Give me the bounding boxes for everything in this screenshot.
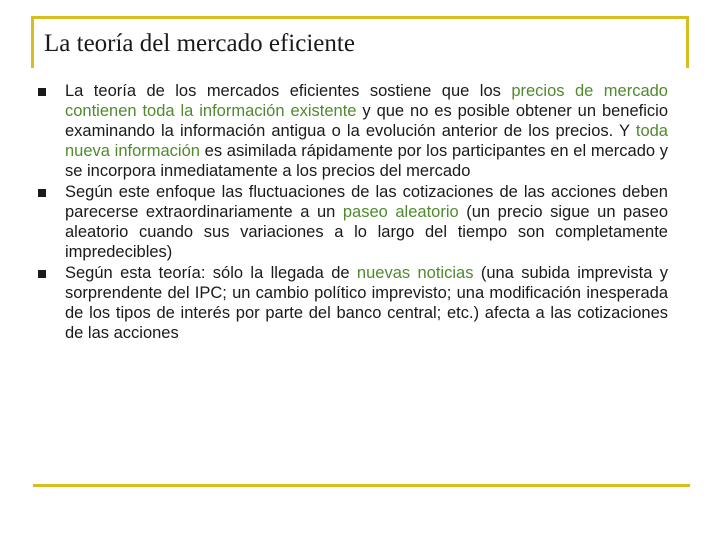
title-frame-left — [31, 16, 34, 68]
bullet-item-1 — [38, 81, 668, 181]
bullet-text: es asimilada rápidamente por los participantes en el mercado y se incorpora inmediatamente a los precios del mercado — [65, 142, 669, 180]
highlight-text: nuevas noticias — [356, 264, 474, 282]
bullet-text: (un precio sigue un paseo aleatorio cuando sus variaciones a lo largo del tiempo son completamente impredecibles) — [65, 203, 669, 261]
bullet-text: Según esta teoría: sólo la llegada de — [65, 264, 357, 282]
slide-title: La teoría del mercado eficiente — [44, 30, 355, 57]
square-bullet-icon — [38, 88, 46, 96]
bullet-text: La teoría de los mercados eficientes sostiene que los — [65, 82, 512, 100]
bullet-text: y que no es posible obtener un beneficio examinando la información antigua o la evolución anterior de los precios. Y — [65, 102, 668, 140]
highlight-text: precios de mercado contienen toda la información existente — [65, 82, 668, 120]
bullet-item-3 — [38, 263, 668, 343]
title-frame-top — [31, 16, 689, 19]
bullet-list — [38, 81, 668, 344]
bullet-text: (una subida imprevista y sorprendente del IPC; un cambio político imprevisto; una modificación inesperada de los tipos de interés por parte del banco central; etc.) afecta a las cotizaciones de las acciones — [65, 264, 668, 342]
square-bullet-icon — [38, 189, 46, 197]
bullet-text: Según este enfoque las fluctuaciones de las cotizaciones de las acciones deben parecerse extraordinariamente a un — [65, 183, 668, 221]
square-bullet-icon — [38, 270, 46, 278]
highlight-text: toda nueva información — [65, 122, 668, 160]
highlight-text: paseo aleatorio — [342, 203, 459, 221]
bottom-divider — [33, 484, 690, 487]
title-frame-right — [686, 16, 689, 68]
bullet-item-2 — [38, 182, 668, 262]
